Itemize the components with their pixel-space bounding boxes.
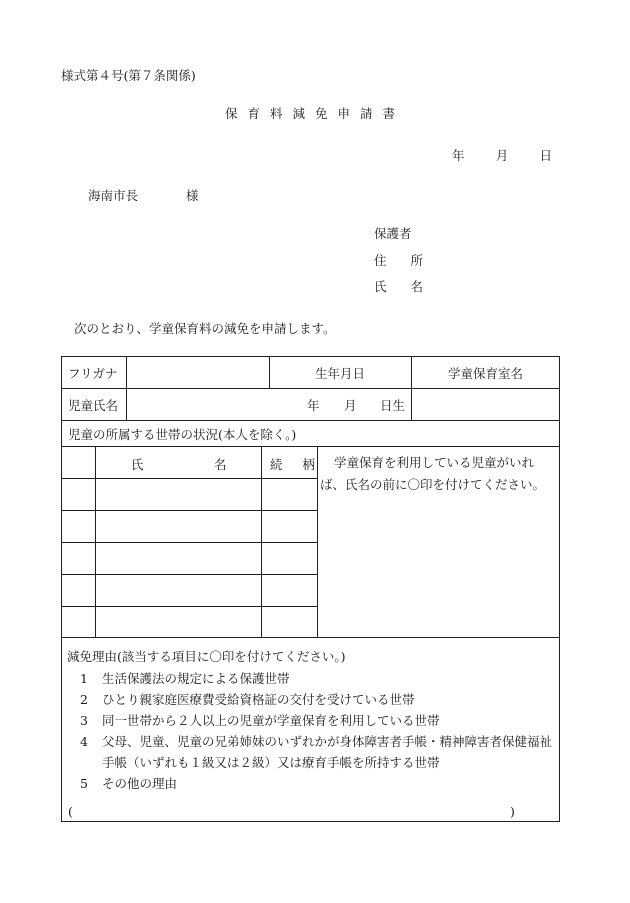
furigana-label: フリガナ	[68, 366, 118, 381]
table-rule	[61, 420, 560, 421]
table-rule	[261, 446, 262, 637]
reasons-heading: 減免理由(該当する項目に〇印を付けてください。)	[67, 649, 346, 664]
household-col-name-1: 氏	[131, 457, 144, 472]
birth-month-label: 月	[344, 398, 357, 413]
intro-text: 次のとおり、学童保育料の減免を申請します。	[74, 321, 336, 336]
birth-day-label: 日生	[380, 398, 406, 413]
table-rule	[61, 478, 317, 479]
addressee-honorific: 様	[186, 188, 199, 203]
date-day-label: 日	[539, 148, 552, 163]
room-label: 学童保育室名	[447, 366, 523, 381]
name-label: 氏 名	[374, 279, 433, 294]
table-rule	[61, 637, 560, 638]
household-note-text: 学童保育を利用している児童がいれば、氏名の前に〇印を付けてください。	[320, 455, 546, 492]
addressee	[88, 186, 199, 204]
date-month-label: 月	[495, 148, 509, 163]
guardian-label: 保護者	[374, 226, 412, 241]
applicant-block	[374, 224, 433, 304]
table-rule	[61, 510, 317, 511]
reason-item: 1 生活保護法の規定による保護世帯	[80, 671, 290, 686]
other-reason-open-paren: (	[68, 804, 73, 819]
reason-item: 4 父母、児童、児童の兄弟姉妹のいずれかが身体障害者手帳・精神障害者保健福祉	[80, 734, 553, 749]
addressee-name: 海南市長	[88, 188, 139, 203]
date-line	[452, 146, 552, 164]
table-rule	[61, 606, 317, 607]
document-title: 保育料減免申請書	[224, 106, 405, 121]
birthdate-label: 生年月日	[314, 366, 365, 381]
table-rule	[126, 356, 127, 420]
table-rule	[61, 446, 560, 447]
table-rule	[95, 446, 96, 637]
table-rule	[61, 574, 317, 575]
reason-item: 5 その他の理由	[80, 776, 178, 791]
birth-year-label: 年	[307, 398, 320, 413]
table-rule	[317, 446, 318, 637]
household-heading: 児童の所属する世帯の状況(本人を除く。)	[68, 427, 297, 442]
child-name-label: 児童氏名	[68, 398, 119, 413]
address-label: 住 所	[374, 252, 433, 268]
form-number: 様式第４号(第７条関係)	[61, 68, 196, 83]
other-reason-close-paren: )	[510, 804, 515, 819]
reason-item-continuation: 手帳（いずれも１級又は２級）又は療育手帳を所持する世帯	[102, 755, 440, 770]
reason-item: 3 同一世帯から２人以上の児童が学童保育を利用している世帯	[80, 713, 440, 728]
table-rule	[61, 542, 317, 543]
household-col-relation: 続 柄	[270, 457, 323, 472]
date-year-label: 年	[452, 148, 465, 163]
reason-item: 2 ひとり親家庭医療費受給資格証の交付を受けている世帯	[80, 692, 415, 707]
household-note	[320, 452, 558, 496]
household-col-name-2: 名	[214, 457, 227, 472]
table-rule	[61, 388, 560, 389]
